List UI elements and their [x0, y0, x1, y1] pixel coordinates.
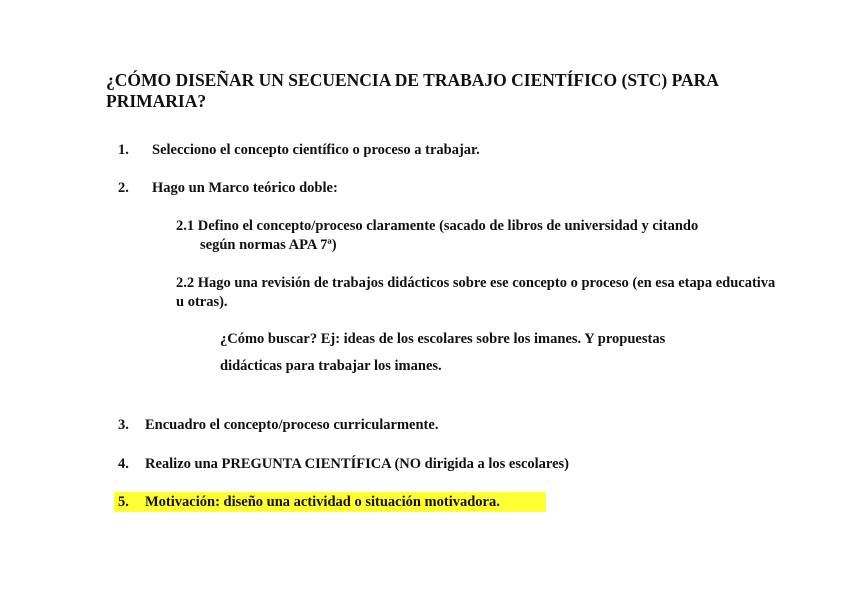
subitem-2-1-line2: según normas APA 7ª): [200, 237, 337, 253]
example-block: [220, 326, 760, 380]
item-number-4: 4.: [118, 456, 129, 472]
example-line1: ¿Cómo buscar? Ej: ideas de los escolares sobre los imanes. Y propuestas: [220, 331, 666, 347]
item-text-5: Motivación: diseño una actividad o situación motivadora.: [145, 494, 500, 510]
subitem-2-1: [176, 217, 776, 255]
item-text-1: Selecciono el concepto científico o proceso a trabajar.: [152, 142, 480, 158]
item-text-3: Encuadro el concepto/proceso curricularmente.: [145, 417, 439, 433]
example-line2: didácticas para trabajar los imanes.: [220, 358, 442, 374]
item-number-3: 3.: [118, 417, 129, 433]
item-text-2: Hago un Marco teórico doble:: [152, 180, 338, 196]
subitem-2-2: 2.2 Hago una revisión de trabajos didácticos sobre ese concepto o proceso (en esa etapa educativa u otras).: [176, 275, 776, 310]
item-number-2: 2.: [118, 180, 129, 196]
document-title: ¿CÓMO DISEÑAR UN SECUENCIA DE TRABAJO CIENTÍFICO (STC) PARA PRIMARIA?: [106, 70, 718, 111]
item-number-1: 1.: [118, 142, 129, 158]
item-text-4: Realizo una PREGUNTA CIENTÍFICA (NO dirigida a los escolares): [145, 456, 570, 472]
subitem-2-1-line1: 2.1 Defino el concepto/proceso claramente (sacado de libros de universidad y citando: [176, 218, 699, 234]
item-number-5: 5.: [118, 494, 129, 510]
